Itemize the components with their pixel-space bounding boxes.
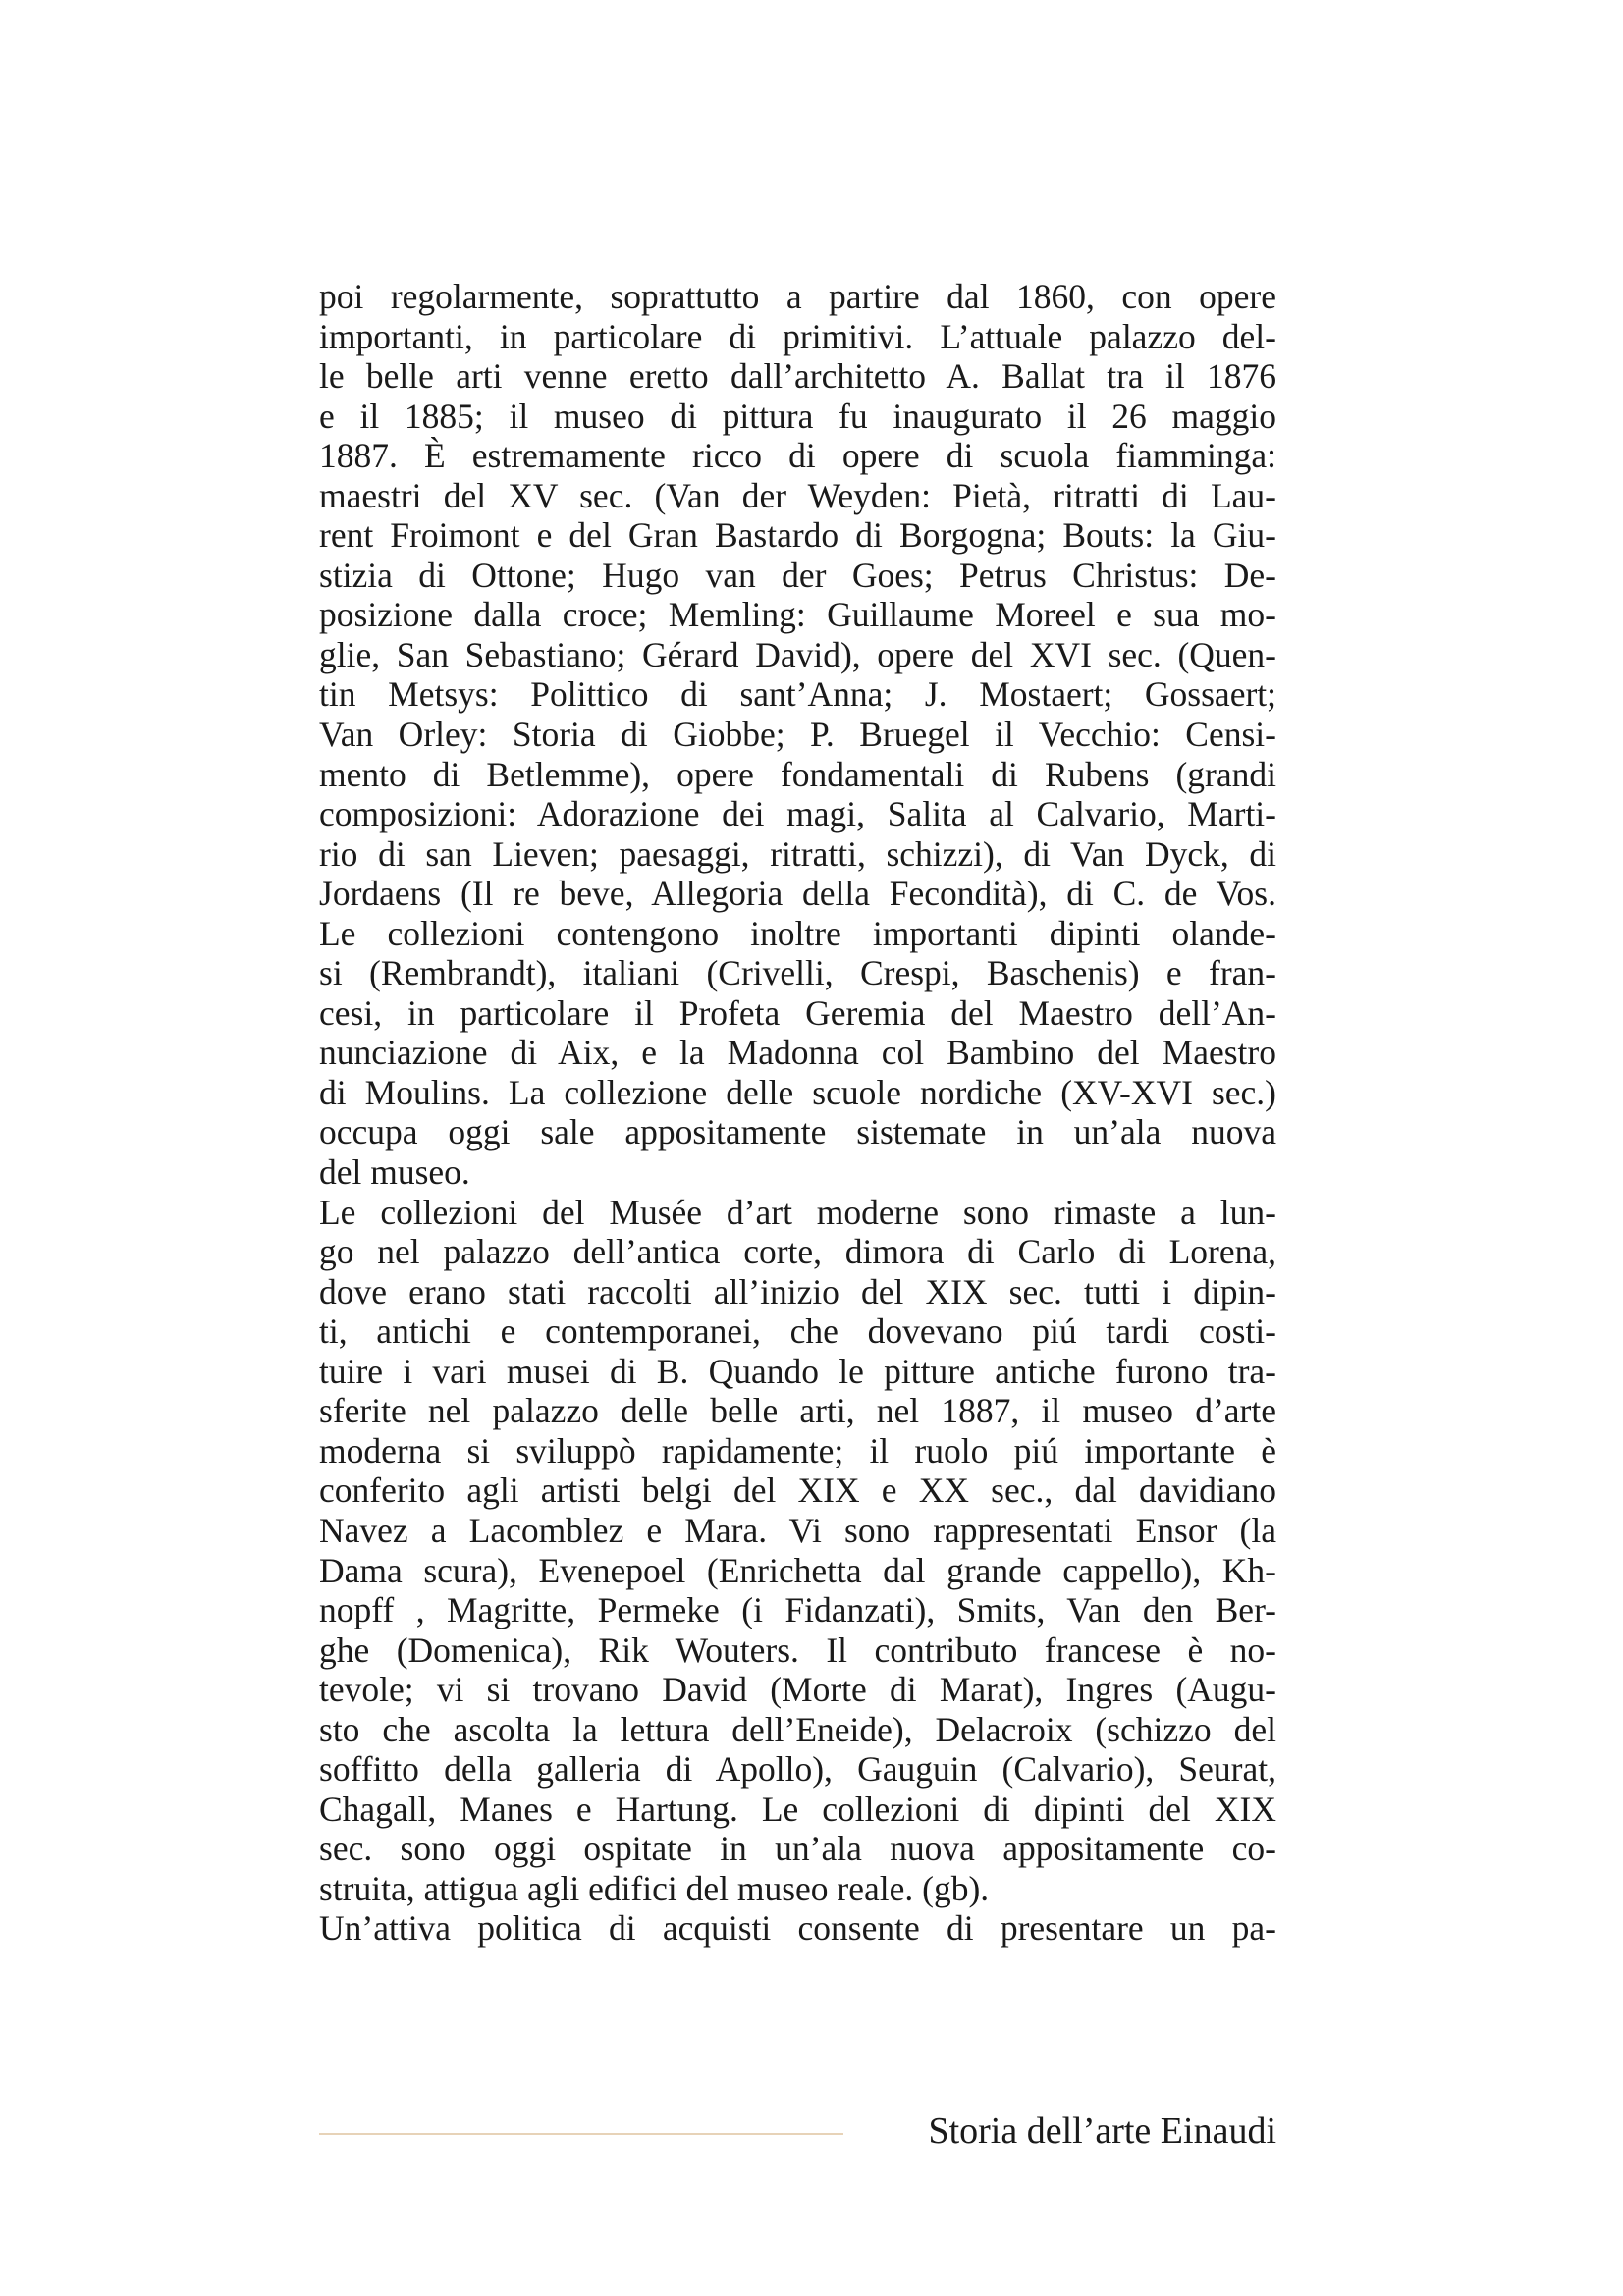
body-line: si (Rembrandt), italiani (Crivelli, Crespi, Baschenis) e fran- [319,953,1276,993]
body-line: dove erano stati raccolti all’inizio del XIX sec. tutti i dipin- [319,1271,1276,1311]
body-line: posizione dalla croce; Memling: Guillaume Moreel e sua mo- [319,595,1276,635]
body-line: nopff , Magritte, Permeke (i Fidanzati), Smits, Van den Ber- [319,1590,1276,1630]
body-line: di Moulins. La collezione delle scuole nordiche (XV-XVI sec.) [319,1072,1276,1112]
body-line: importanti, in particolare di primitivi. L’attuale palazzo del- [319,316,1276,356]
body-line: tuire i vari musei di B. Quando le pitture antiche furono tra- [319,1351,1276,1391]
body-line: 1887. È estremamente ricco di opere di scuola fiamminga: [319,436,1276,476]
body-line: occupa oggi sale appositamente sistemate in un’ala nuova [319,1112,1276,1152]
body-line: Le collezioni del Musée d’art moderne sono rimaste a lun- [319,1192,1276,1232]
body-line: Navez a Lacomblez e Mara. Vi sono rappresentati Ensor (la [319,1510,1276,1550]
body-line: cesi, in particolare il Profeta Geremia del Maestro dell’An- [319,992,1276,1033]
body-line: composizioni: Adorazione dei magi, Salita al Calvario, Marti- [319,794,1276,834]
body-line: sferite nel palazzo delle belle arti, nel 1887, il museo d’arte [319,1391,1276,1431]
body-line-paragraph-end: del museo. [319,1152,470,1193]
body-line: stizia di Ottone; Hugo van der Goes; Petrus Christus: De- [319,555,1276,595]
body-line: soffitto della galleria di Apollo), Gauguin (Calvario), Seurat, [319,1749,1276,1789]
body-line: poi regolarmente, soprattutto a partire dal 1860, con opere [319,277,1276,316]
body-line: glie, San Sebastiano; Gérard David), opere del XVI sec. (Quen- [319,634,1276,674]
body-line: go nel palazzo dell’antica corte, dimora di Carlo di Lorena, [319,1232,1276,1272]
body-line: ti, antichi e contemporanei, che dovevano piú tardi costi- [319,1311,1276,1352]
body-line: conferito agli artisti belgi del XIX e XX sec., dal davidiano [319,1470,1276,1511]
footer-title: Storia dell’arte Einaudi [928,2110,1276,2152]
body-line: nunciazione di Aix, e la Madonna col Bambino del Maestro [319,1033,1276,1073]
body-line: Jordaens (Il re beve, Allegoria della Fecondità), di C. de Vos. [319,874,1276,914]
body-line: e il 1885; il museo di pittura fu inaugurato il 26 maggio [319,396,1276,436]
body-line: rent Froimont e del Gran Bastardo di Borgogna; Bouts: la Giu- [319,515,1276,556]
footer-rule [319,2133,843,2135]
body-line: le belle arti venne eretto dall’architetto A. Ballat tra il 1876 [319,356,1276,397]
body-line-paragraph-end: struita, attigua agli edifici del museo reale. (gb). [319,1868,990,1908]
body-line: rio di san Lieven; paesaggi, ritratti, schizzi), di Van Dyck, di [319,833,1276,874]
body-line: tin Metsys: Polittico di sant’Anna; J. Mostaert; Gossaert; [319,674,1276,715]
body-line: sec. sono oggi ospitate in un’ala nuova appositamente co- [319,1829,1276,1869]
body-line: moderna si sviluppò rapidamente; il ruolo piú importante è [319,1430,1276,1470]
body-line: tevole; vi si trovano David (Morte di Marat), Ingres (Augu- [319,1670,1276,1710]
body-line: Chagall, Manes e Hartung. Le collezioni di dipinti del XIX [319,1789,1276,1829]
page-body [319,277,1276,1949]
body-line: Un’attiva politica di acquisti consente di presentare un pa- [319,1908,1276,1949]
body-line: ghe (Domenica), Rik Wouters. Il contributo francese è no- [319,1629,1276,1670]
body-line: sto che ascolta la lettura dell’Eneide), Delacroix (schizzo del [319,1709,1276,1749]
body-line: mento di Betlemme), opere fondamentali di Rubens (grandi [319,754,1276,794]
body-line: Dama scura), Evenepoel (Enrichetta dal grande cappello), Kh- [319,1550,1276,1590]
body-line: Le collezioni contengono inoltre importanti dipinti olande- [319,913,1276,953]
body-line: Van Orley: Storia di Giobbe; P. Bruegel il Vecchio: Censi- [319,715,1276,755]
body-line: maestri del XV sec. (Van der Weyden: Pietà, ritratti di Lau- [319,475,1276,515]
